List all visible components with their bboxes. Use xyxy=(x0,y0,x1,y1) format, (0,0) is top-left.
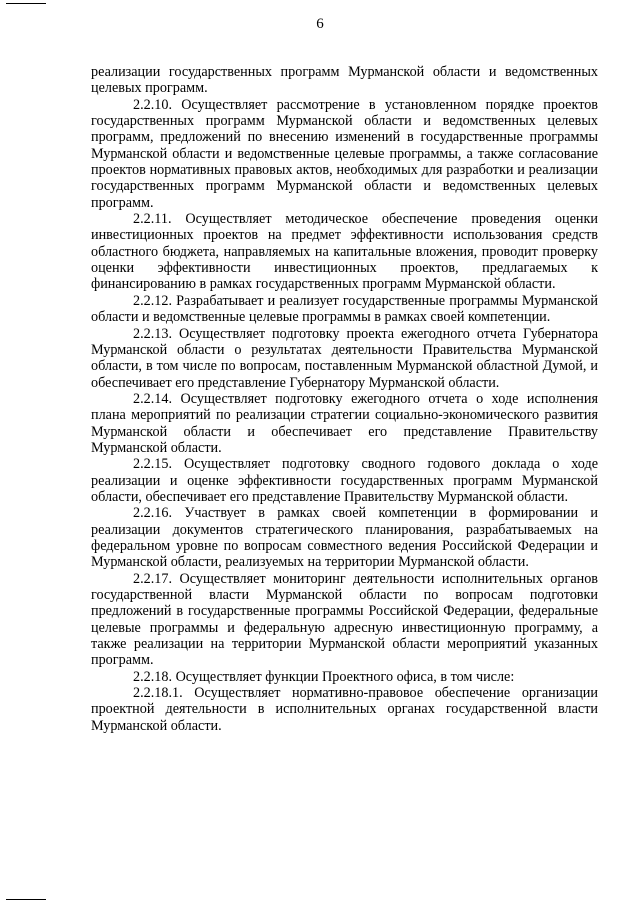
document-body xyxy=(91,64,598,734)
scan-edge-mark-bottom xyxy=(6,899,46,900)
paragraph-2-2-14: 2.2.14. Осуществляет подготовку ежегодного отчета о ходе исполнения плана мероприятий по реализации стратегии социально-экономического развития Мурманской области и обеспечивает его представление Правительству Мурманской области. xyxy=(91,390,598,456)
paragraph-2-2-16: 2.2.16. Участвует в рамках своей компетенции в формировании и реализации документов стратегического планирования, разрабатываемых на федеральном уровне по вопросам совместного ведения Российской Федерации и Мурманской области, реализуемых на территории Мурманской области. xyxy=(91,505,598,571)
paragraph-2-2-13: 2.2.13. Осуществляет подготовку проекта ежегодного отчета Губернатора Мурманской области о результатах деятельности Правительства Мурманской области, в том числе по вопросам, поставленным Мурманской областной Думой, и обеспечивает его представление Губернатору Мурманской области. xyxy=(91,325,598,391)
scan-edge-mark-top xyxy=(6,3,46,4)
paragraph-2-2-18-1: 2.2.18.1. Осуществляет нормативно-правовое обеспечение организации проектной деятельности в исполнительных органах государственной власти Мурманской области. xyxy=(91,685,598,734)
paragraph-2-2-11: 2.2.11. Осуществляет методическое обеспечение проведения оценки инвестиционных проектов на предмет эффективности использования средств областного бюджета, направляемых на капитальные вложения, проводит проверку оценки эффективности инвестиционных проектов, предлагаемых к финансированию в рамках государственных программ Мурманской области. xyxy=(91,211,598,293)
paragraph-2-2-17: 2.2.17. Осуществляет мониторинг деятельности исполнительных органов государственной власти Мурманской области по вопросам подготовки предложений в государственные программы Российской Федерации, федеральные целевые программы и федеральную адресную инвестиционную программу, а также реализации на территории Мурманской области мероприятий указанных программ. xyxy=(91,570,598,669)
paragraph-2-2-18: 2.2.18. Осуществляет функции Проектного офиса, в том числе: xyxy=(133,668,515,685)
paragraph-2-2-15: 2.2.15. Осуществляет подготовку сводного годового доклада о ходе реализации и оценке эффективности государственных программ Мурманской области, обеспечивает его представление Правительству Мурманской области. xyxy=(91,456,598,505)
paragraph-2-2-10: 2.2.10. Осуществляет рассмотрение в установленном порядке проектов государственных программ Мурманской области и ведомственных целевых программ, предложений по внесению изменений в государственные программы Мурманской области и ведомственные целевые программы, а также согласование проектов нормативных правовых актов, необходимых для разработки и реализации государственных программ Мурманской области и ведомственных целевых программ. xyxy=(91,96,598,211)
paragraph-2-2-12: 2.2.12. Разрабатывает и реализует государственные программы Мурманской области и ведомственные целевые программы в рамках своей компетенции. xyxy=(91,292,598,326)
page-number: 6 xyxy=(316,16,324,32)
paragraph-continuation: реализации государственных программ Мурманской области и ведомственных целевых программ. xyxy=(91,64,598,97)
